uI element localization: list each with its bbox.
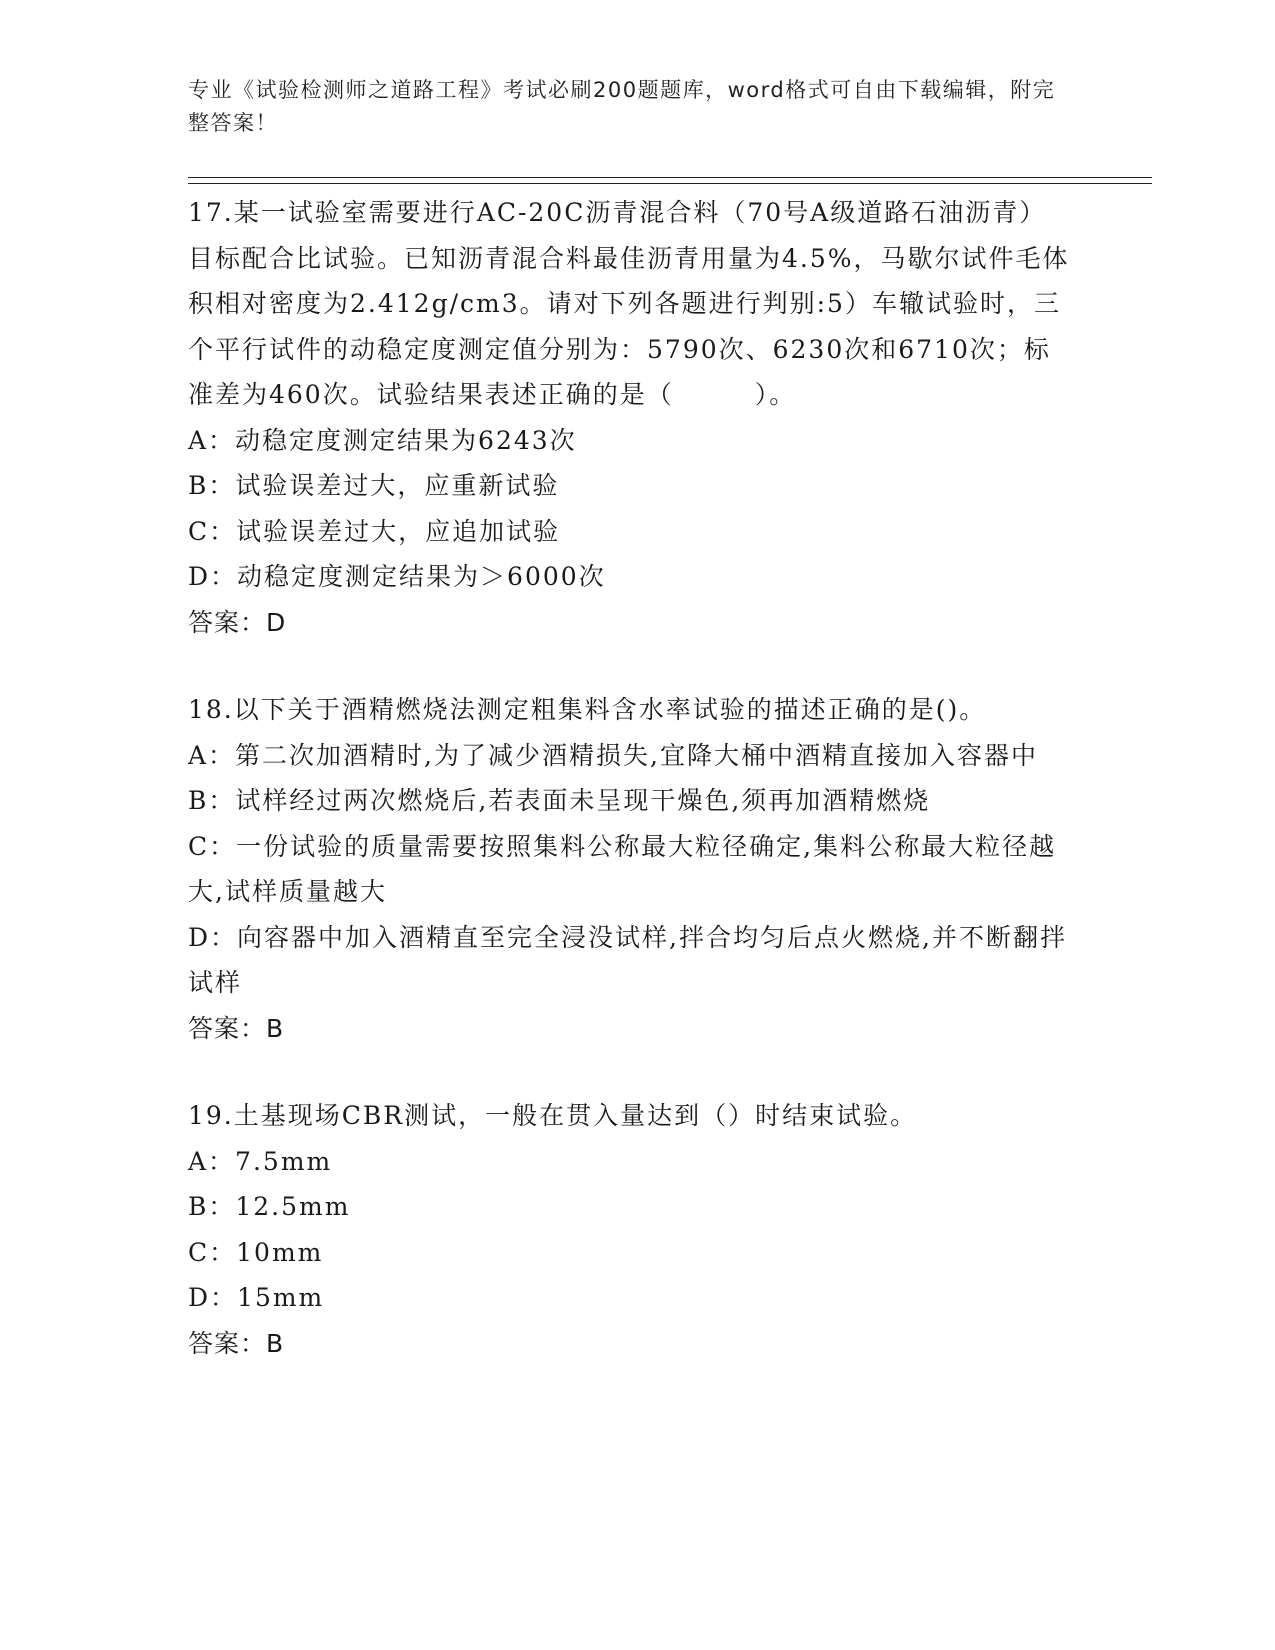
header-divider-top bbox=[188, 177, 1152, 178]
answer-line: 答案：D bbox=[188, 607, 287, 637]
option-b: B：试样经过两次燃烧后,若表面未呈现干燥色,须再加酒精燃烧 bbox=[188, 786, 931, 815]
question-stem: 19.土基现场CBR测试，一般在贯入量达到（）时结束试验。 bbox=[188, 1101, 918, 1130]
question-list bbox=[188, 190, 1072, 1408]
option-b: B：12.5mm bbox=[188, 1192, 351, 1221]
header-divider-bottom bbox=[188, 183, 1152, 184]
option-c: C：一份试验的质量需要按照集料公称最大粒径确定,集料公称最大粒径越大,试样质量越大 bbox=[188, 831, 1057, 906]
question-19 bbox=[188, 1093, 1072, 1366]
question-stem: 18.以下关于酒精燃烧法测定粗集料含水率试验的描述正确的是()。 bbox=[188, 695, 987, 724]
answer-line: 答案：B bbox=[188, 1013, 285, 1043]
question-17 bbox=[188, 190, 1072, 645]
option-a: A：动稳定度测定结果为6243次 bbox=[188, 425, 577, 455]
option-b: B：试验误差过大，应重新试验 bbox=[188, 471, 560, 500]
option-d: D：向容器中加入酒精直至完全浸没试样,拌合均匀后点火燃烧,并不断翻拌试样 bbox=[188, 922, 1067, 997]
option-d: D：15mm bbox=[188, 1283, 325, 1312]
question-18 bbox=[188, 687, 1072, 1051]
option-a: A：7.5mm bbox=[188, 1146, 333, 1176]
option-c: C：试验误差过大，应追加试验 bbox=[188, 516, 561, 546]
option-c: C：10mm bbox=[188, 1237, 324, 1267]
option-a: A：第二次加酒精时,为了减少酒精损失,宜降大桶中酒精直接加入容器中 bbox=[188, 740, 1038, 770]
question-stem: 17.某一试验室需要进行AC-20C沥青混合料（70号A级道路石油沥青）目标配合比试验。已知沥青混合料最佳沥青用量为4.5%，马歇尔试件毛体积相对密度为2.412g/cm3。请对下列各题进行判别:5）车辙试验时，三个平行试件的动稳定度测定值分别为：5790次、6230次和6710次；标准差为460次。试验结果表述正确的是（ ）。 bbox=[188, 198, 1070, 409]
document-header-intro: 专业《试验检测师之道路工程》考试必刷200题题库，word格式可自由下载编辑，附完整答案！ bbox=[188, 78, 1056, 135]
answer-line: 答案：B bbox=[188, 1328, 285, 1358]
option-d: D：动稳定度测定结果为＞6000次 bbox=[188, 562, 606, 591]
